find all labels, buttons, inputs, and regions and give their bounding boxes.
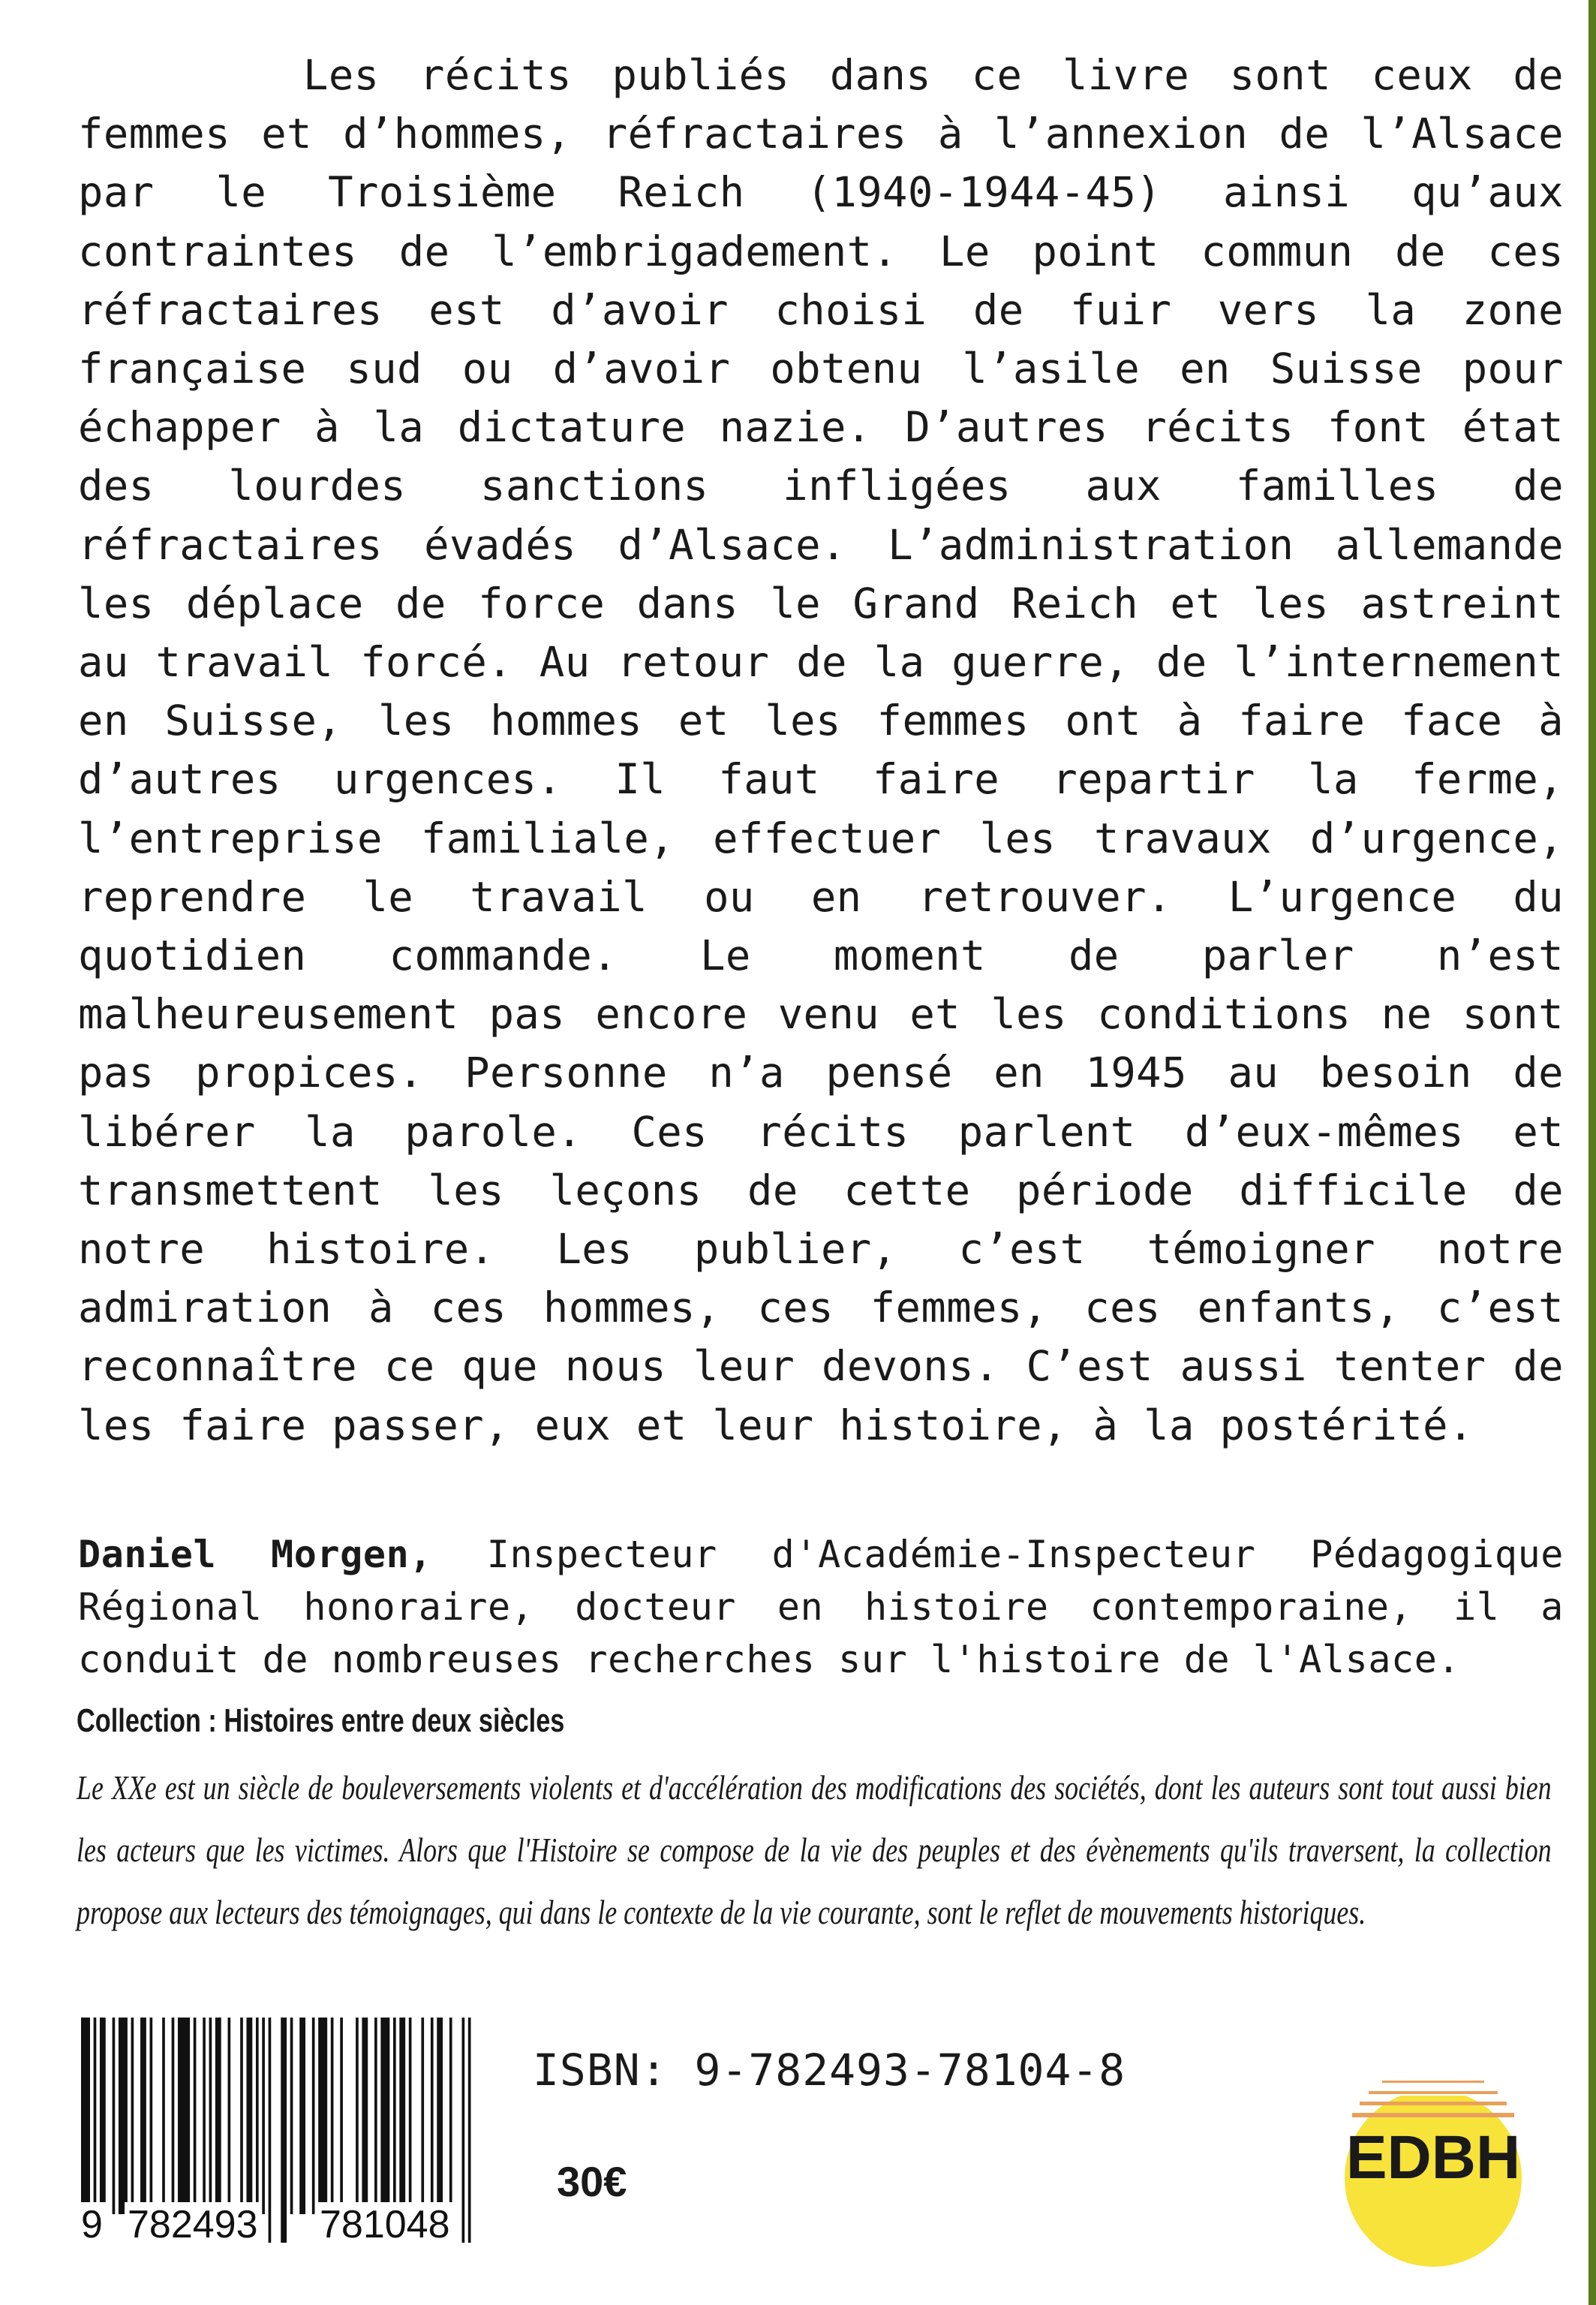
barcode-bar [393, 2018, 396, 2214]
barcode-bar [356, 2018, 359, 2214]
barcode-bar [119, 2018, 128, 2214]
barcode-bar [150, 2018, 153, 2214]
barcode-bar [340, 2018, 343, 2214]
barcode-bar [299, 2018, 305, 2214]
barcode-bar [449, 2018, 452, 2214]
collection-description: Le XXe est un siècle de bouleversements violents et d'accélération des modifications des sociétés, dont les auteurs sont tout aussi bien les acteurs que les victimes. Alors que l'Histoire se compose de la vie des peuples et des évènements qu'ils traversent, la collection propose aux lecteurs des témoignages, qui dans le contexte de la vie courante, sont le reflet de mouvements historiques. [77, 1768, 1552, 1931]
publisher-logo [1336, 2066, 1531, 2276]
barcode-digits-left: 782493 [125, 2202, 261, 2247]
price: 30€ [557, 2158, 627, 2205]
barcode-bar [209, 2018, 212, 2214]
barcode-bar [256, 2018, 259, 2214]
logo-text: EDBH [1345, 2123, 1521, 2192]
barcode-bar [203, 2018, 206, 2214]
collection-title: Collection : Histoires entre deux siècles [77, 1702, 565, 1739]
barcode-bar [362, 2018, 368, 2214]
author-description: Inspecteur d'Académie-Inspecteur Pédagogique Régional honoraire, docteur en histoire contemporaine, il a conduit de nombreuses recherches sur l'histoire de l'Alsace. [78, 1533, 1564, 1681]
barcode-bar [399, 2018, 405, 2214]
barcode-bar [380, 2018, 389, 2214]
barcode-bar [228, 2018, 231, 2214]
barcode-bar [409, 2018, 412, 2214]
barcode-bar [431, 2018, 434, 2214]
barcode-bar [215, 2018, 221, 2214]
back-cover-summary: Les récits publiés dans ce livre sont ceux de femmes et d’hommes, réfractaires à l’annexion de l’Alsace par le Troisième Reich (1940-1944-45) ainsi qu’aux contraintes de l’embrigadement. Le point commun de ces réfractaires est d’avoir choisi de fuir vers la zone française sud ou d’avoir obtenu l’asile en Suisse pour échapper à la dictature nazie. D’autres récits font état des lourdes sanctions infligées aux familles de réfractaires évadés d’Alsace. L’administration allemande les déplace de force dans le Grand Reich et les astreint au travail forcé. Au retour de la guerre, de l’internement en Suisse, les hommes et les femmes ont à faire face à d’autres urgences. Il faut faire repartir la ferme, l’entreprise familiale, effectuer les travaux d’urgence, reprendre le travail ou en retrouver. L’urgence du quotidien commande. Le moment de parler n’est malheureusement pas encore venu et les conditions ne sont pas propices. Personne n’a pensé en 1945 au besoin de libérer la parole. Ces récits parlent d’eux-mêmes et transmettent les leçons de cette période difficile de notre histoire. Les publier, c’est témoigner notre admiration à ces hommes, ces femmes, ces enfants, c’est reconnaître ce que nous leur devons. C’est aussi tenter de les faire passer, eux et leur histoire, à la postérité. [78, 51, 1564, 1450]
barcode-bar [113, 2018, 116, 2214]
barcode-bar [437, 2018, 443, 2214]
barcode-bar [290, 2018, 293, 2214]
cover-edge-stripe [1588, 0, 1596, 2305]
barcode-bar [262, 2018, 265, 2214]
author-name: Daniel Morgen, [78, 1533, 432, 1576]
barcode-bar [162, 2018, 165, 2214]
isbn-number: ISBN: 9-782493-78104-8 [533, 2045, 1126, 2096]
barcode-bar [240, 2018, 243, 2214]
barcode-digits [78, 2202, 483, 2247]
author-bio [78, 1528, 1564, 1686]
barcode-bar [318, 2018, 327, 2214]
barcode-bar [374, 2018, 377, 2214]
barcode-bar [246, 2018, 252, 2214]
barcode-digit-first: 9 [78, 2202, 106, 2247]
barcode-bar [178, 2018, 190, 2214]
barcode-bar [140, 2018, 146, 2214]
edbh-logo-icon [1336, 2066, 1531, 2276]
barcode-bar [194, 2018, 197, 2214]
barcode-bar [421, 2018, 424, 2214]
barcode-bar [331, 2018, 334, 2214]
barcode-bar [100, 2018, 106, 2214]
barcode-digits-right: 781048 [317, 2202, 453, 2247]
barcode-bar [172, 2018, 175, 2214]
barcode-bar [131, 2018, 134, 2214]
barcode-bar [312, 2018, 315, 2214]
